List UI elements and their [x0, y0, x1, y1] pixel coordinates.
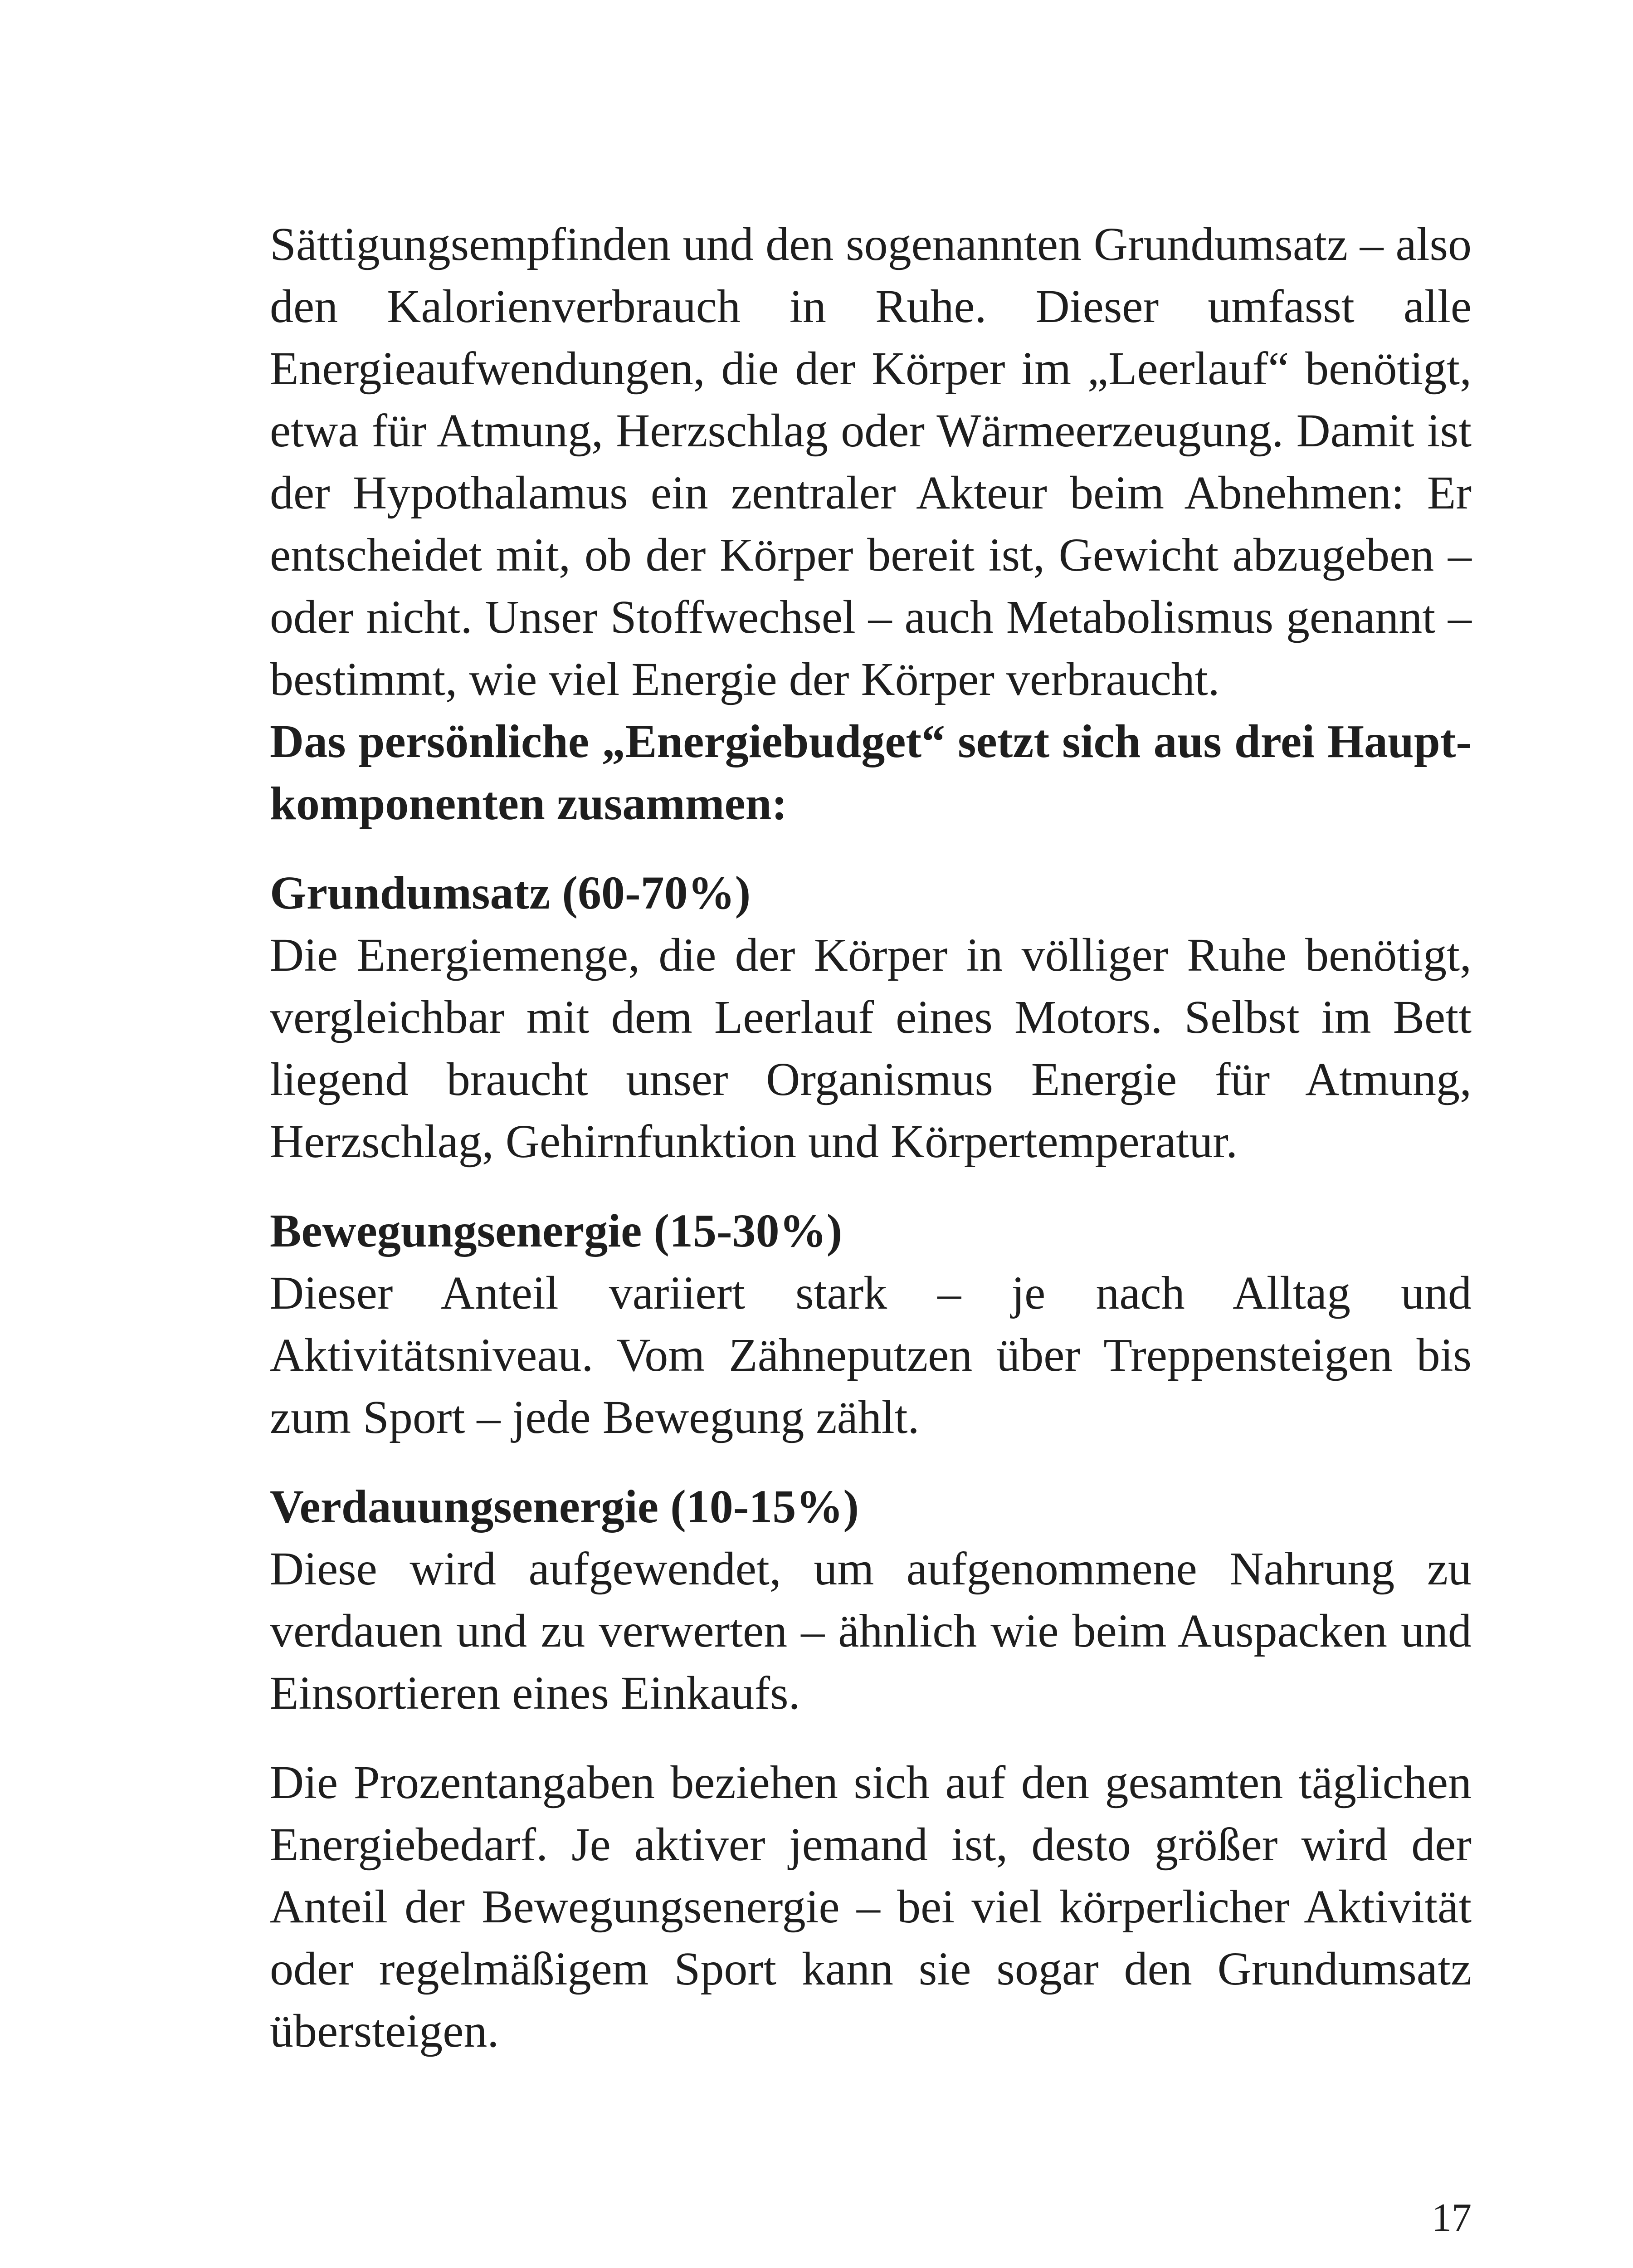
body-paragraph-prozentangaben: Die Prozentangaben beziehen sich auf den gesamten täglichen Energiebedarf. Je aktiver jemand ist, desto größer wird der Anteil der Bewegungsenergie – bei viel körperlicher Aktivität oder regelmäßigem Sport kann sie sogar den Grundumsatz übersteigen. [270, 1756, 1472, 2057]
section-heading-bewegungsenergie: Bewegungsenergie (15-30%) [270, 1205, 843, 1257]
book-page [270, 213, 1472, 2062]
section-heading-verdauungsenergie: Verdauungsenergie (10-15%) [270, 1481, 859, 1533]
section-text-bewegungsenergie: Dieser Anteil variiert stark – je nach Alltag und Aktivitätsniveau. Vom Zähneputzen über Treppensteigen bis zum Sport – jede Bewegung zählt. [270, 1267, 1472, 1443]
page-number: 17 [1432, 2196, 1472, 2240]
section-text-verdauungsenergie: Diese wird aufgewendet, um aufgenommene Nahrung zu verdauen und zu verwerten – ähnlich wie beim Auspacken und Einsortieren eines Einkaufs. [270, 1543, 1472, 1719]
body-paragraph-stoffwechsel: Sättigungsempfinden und den sogenannten Grundumsatz – also den Kalorienverbrauch in Ruhe. Dieser umfasst alle Energieaufwendungen, die der Körper im „Leerlauf“ benötigt, etwa für Atmung, Herzschlag oder Wärmeerzeugung. Damit ist der Hypothalamus ein zentraler Akteur beim Abnehmen: Er entscheidet mit, ob der Körper bereit ist, Gewicht abzugeben – oder nicht. Unser Stoffwechsel – auch Metabolismus genannt – bestimmt, wie viel Energie der Körper verbraucht. [270, 218, 1472, 705]
energiebudget-intro: Das persönliche „Energiebudget“ setzt sich aus drei Hauptkomponenten zusammen: [270, 715, 1472, 830]
section-verdauungsenergie [270, 1476, 1472, 1724]
section-bewegungsenergie [270, 1200, 1472, 1448]
section-grundumsatz [270, 862, 1472, 1173]
section-heading-grundumsatz: Grundumsatz (60-70%) [270, 867, 751, 919]
section-text-grundumsatz: Die Energiemenge, die der Körper in völliger Ruhe benötigt, vergleichbar mit dem Leerlauf eines Motors. Selbst im Bett liegend braucht unser Organismus Energie für Atmung, Herzschlag, Gehirnfunktion und Körpertemperatur. [270, 929, 1472, 1168]
